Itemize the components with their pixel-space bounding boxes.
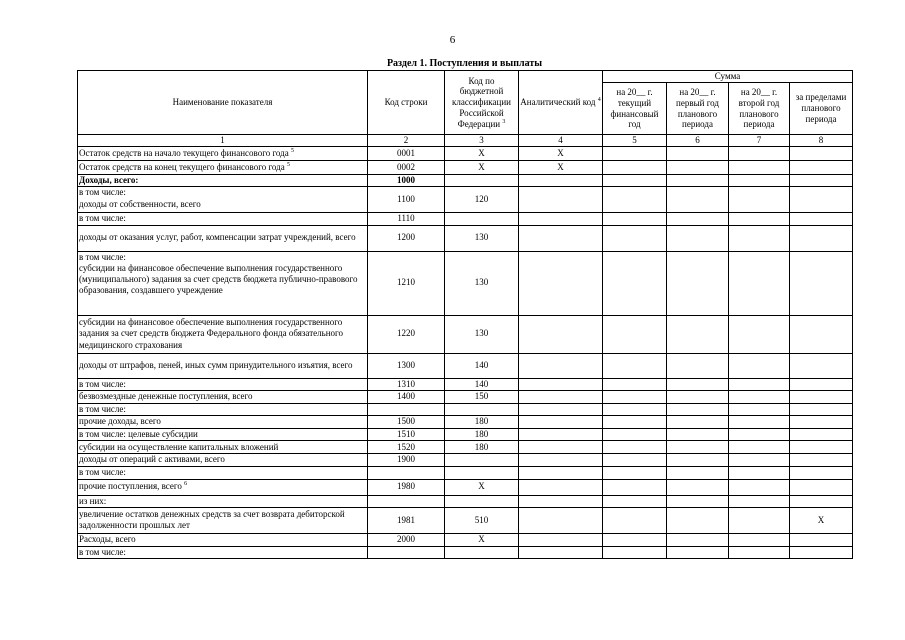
sum-beyond-cell: [790, 403, 853, 415]
analytic-code-cell: [519, 390, 603, 403]
indicator-cell: [78, 495, 368, 507]
budget-code-cell: [445, 213, 519, 225]
indicator-text: в том числе:: [79, 466, 126, 477]
table-row: [78, 416, 853, 429]
header-indicator: Наименование показателя: [78, 71, 368, 135]
analytic-code-cell: [519, 213, 603, 225]
indicator-text: увеличение остатков денежных средств за счет возврата дебиторской задолженности прошлых лет: [79, 509, 345, 531]
sum-beyond-cell: [790, 466, 853, 479]
budget-code-cell: [445, 175, 519, 187]
table-row: [78, 175, 853, 187]
column-number: 1: [78, 135, 368, 147]
analytic-code-cell: [519, 353, 603, 378]
sum-plan-1-cell: [667, 495, 729, 507]
sum-current-cell: [603, 390, 667, 403]
sum-current-cell: [603, 429, 667, 441]
sum-plan-1-cell: [667, 546, 729, 558]
indicator-text: в том числе:: [79, 378, 126, 389]
sum-plan-2-cell: [729, 251, 790, 315]
analytic-code-cell: [519, 416, 603, 429]
sum-plan-1-cell: [667, 466, 729, 479]
column-number: 8: [790, 135, 853, 147]
sum-plan-1-cell: [667, 353, 729, 378]
header-analytic-code: Аналитический код $^4$: [519, 71, 603, 135]
sum-current-cell: [603, 466, 667, 479]
indicator-text: прочие поступления, всего: [79, 481, 182, 492]
analytic-code-cell: [519, 378, 603, 390]
sum-plan-1-cell: [667, 225, 729, 251]
sum-plan-2-cell: [729, 225, 790, 251]
sum-beyond-cell: [790, 175, 853, 187]
table-row: [78, 353, 853, 378]
line-code-cell: 1520: [368, 441, 445, 454]
table-row: [78, 378, 853, 390]
indicator-text: субсидии на осуществление капитальных вложений: [79, 441, 279, 452]
budget-code-cell: [445, 466, 519, 479]
budget-code-cell: X: [445, 479, 519, 495]
sum-plan-2-cell: [729, 495, 790, 507]
budget-code-cell: [445, 546, 519, 558]
footnote-ref: 5: [291, 147, 294, 154]
analytic-code-cell: X: [519, 161, 603, 175]
column-number: 5: [603, 135, 667, 147]
table-row: [78, 213, 853, 225]
analytic-code-cell: [519, 533, 603, 546]
footnote-ref: 6: [184, 481, 188, 488]
column-number: 2: [368, 135, 445, 147]
indicator-cell: [78, 161, 368, 175]
line-code-cell: [368, 495, 445, 507]
sum-plan-1-cell: [667, 187, 729, 213]
sum-plan-1-cell: [667, 441, 729, 454]
indicator-cell: [78, 390, 368, 403]
table-row: [78, 147, 853, 161]
indicator-text: доходы от штрафов, пеней, иных сумм принудительного изъятия, всего: [79, 359, 353, 370]
sum-plan-1-cell: [667, 533, 729, 546]
sum-plan-1-cell: [667, 315, 729, 353]
sum-beyond-cell: [790, 353, 853, 378]
sum-current-cell: [603, 495, 667, 507]
analytic-code-cell: [519, 466, 603, 479]
sum-plan-2-cell: [729, 378, 790, 390]
sum-current-cell: [603, 416, 667, 429]
indicator-text: безвозмездные денежные поступления, всего: [79, 391, 253, 402]
sum-plan-1-cell: [667, 378, 729, 390]
sum-current-cell: [603, 251, 667, 315]
sum-current-cell: [603, 441, 667, 454]
table-row: [78, 495, 853, 507]
header-period-beyond: за пределами планового периода: [790, 83, 853, 135]
sum-beyond-cell: [790, 454, 853, 466]
sum-beyond-cell: [790, 315, 853, 353]
table-row: [78, 161, 853, 175]
budget-code-cell: [445, 495, 519, 507]
line-code-cell: 2000: [368, 533, 445, 546]
sum-plan-1-cell: [667, 507, 729, 533]
column-number-row: [78, 135, 853, 147]
budget-code-cell: 140: [445, 378, 519, 390]
indicator-cell: [78, 441, 368, 454]
header-row-1: [78, 71, 853, 83]
analytic-code-cell: [519, 441, 603, 454]
sum-beyond-cell: [790, 441, 853, 454]
line-code-cell: 0001: [368, 147, 445, 161]
line-code-cell: 1980: [368, 479, 445, 495]
sum-plan-2-cell: [729, 507, 790, 533]
sum-plan-2-cell: [729, 454, 790, 466]
sum-plan-2-cell: [729, 147, 790, 161]
indicator-cell: [78, 251, 368, 315]
sum-plan-1-cell: [667, 479, 729, 495]
analytic-code-cell: X: [519, 147, 603, 161]
table-row: [78, 466, 853, 479]
line-code-cell: [368, 466, 445, 479]
indicator-text: в том числе:: [79, 251, 126, 262]
sum-plan-1-cell: [667, 251, 729, 315]
analytic-code-cell: [519, 187, 603, 213]
indicator-text: доходы от оказания услуг, работ, компенсации затрат учреждений, всего: [79, 232, 356, 243]
budget-code-cell: X: [445, 161, 519, 175]
budget-code-cell: X: [445, 147, 519, 161]
sum-plan-2-cell: [729, 315, 790, 353]
sum-current-cell: [603, 533, 667, 546]
indicator-text: субсидии на финансовое обеспечение выполнения государственного задания за счет средств бюджета Федерального фонда обязательного медицинского страхования: [79, 317, 344, 350]
budget-code-cell: 180: [445, 441, 519, 454]
sum-plan-2-cell: [729, 441, 790, 454]
analytic-code-cell: [519, 315, 603, 353]
sum-beyond-cell: [790, 213, 853, 225]
sum-plan-1-cell: [667, 454, 729, 466]
header-period-plan-2: на 20__ г. второй год планового периода: [729, 83, 790, 135]
indicator-cell: [78, 479, 368, 495]
indicator-text: Остаток средств на начало текущего финансового года: [79, 147, 289, 158]
table-row: [78, 251, 853, 315]
line-code-cell: [368, 403, 445, 415]
sum-current-cell: [603, 187, 667, 213]
budget-code-cell: 510: [445, 507, 519, 533]
line-code-cell: 1300: [368, 353, 445, 378]
sum-beyond-cell: [790, 225, 853, 251]
section-title: Раздел 1. Поступления и выплаты: [386, 58, 543, 69]
indicator-text: в том числе:: [79, 213, 126, 224]
header-period-plan-1: на 20__ г. первый год планового периода: [667, 83, 729, 135]
sum-beyond-cell: [790, 147, 853, 161]
table-row: [78, 429, 853, 441]
indicator-cell: [78, 429, 368, 441]
column-number: 6: [667, 135, 729, 147]
budget-code-cell: 130: [445, 225, 519, 251]
header-line-code: Код строки: [368, 71, 445, 135]
budget-code-cell: X: [445, 533, 519, 546]
indicator-text: в том числе: целевые субсидии: [79, 429, 198, 439]
budget-code-cell: 130: [445, 315, 519, 353]
indicator-cell: [78, 225, 368, 251]
budget-code-cell: 180: [445, 416, 519, 429]
table-row: [78, 546, 853, 558]
sum-plan-2-cell: [729, 479, 790, 495]
indicator-text: в том числе:: [79, 403, 126, 414]
sum-plan-2-cell: [729, 403, 790, 415]
header-period-current: на 20__ г. текущий финансовый год: [603, 83, 667, 135]
sum-plan-2-cell: [729, 466, 790, 479]
budget-code-cell: 180: [445, 429, 519, 441]
sum-current-cell: [603, 546, 667, 558]
indicator-text: в том числе:: [79, 187, 126, 198]
sum-plan-1-cell: [667, 161, 729, 175]
indicator-text: Доходы, всего:: [79, 175, 139, 185]
sum-beyond-cell: [790, 546, 853, 558]
line-code-cell: 1100: [368, 187, 445, 213]
footnote-ref: 5: [287, 161, 290, 168]
line-code-cell: 1981: [368, 507, 445, 533]
sum-beyond-cell: [790, 495, 853, 507]
indicator-text: в том числе:: [79, 546, 126, 557]
indicator-text: прочие доходы, всего: [79, 416, 161, 427]
footnote-ref: 3: [502, 118, 506, 125]
analytic-code-cell: [519, 495, 603, 507]
sum-plan-1-cell: [667, 403, 729, 415]
sum-plan-2-cell: [729, 546, 790, 558]
sum-plan-1-cell: [667, 390, 729, 403]
indicator-cell: [78, 533, 368, 546]
sum-plan-1-cell: [667, 175, 729, 187]
sum-current-cell: [603, 403, 667, 415]
sum-current-cell: [603, 454, 667, 466]
table-row: [78, 479, 853, 495]
indicator-cell: [78, 507, 368, 533]
sum-current-cell: [603, 353, 667, 378]
column-number: 4: [519, 135, 603, 147]
table-row: [78, 441, 853, 454]
indicator-cell: [78, 466, 368, 479]
line-code-cell: 1900: [368, 454, 445, 466]
sum-beyond-cell: [790, 251, 853, 315]
indicator-cell: [78, 454, 368, 466]
page-number: 6: [449, 34, 456, 46]
sum-beyond-cell: [790, 390, 853, 403]
header-sum: Сумма: [603, 71, 853, 83]
sum-beyond-cell: [790, 429, 853, 441]
budget-code-cell: 140: [445, 353, 519, 378]
indicator-text: доходы от операций с активами, всего: [79, 454, 225, 465]
sum-beyond-cell: [790, 161, 853, 175]
indicator-cell: [78, 213, 368, 225]
sum-plan-2-cell: [729, 175, 790, 187]
line-code-cell: 1500: [368, 416, 445, 429]
sum-current-cell: [603, 213, 667, 225]
budget-code-cell: [445, 403, 519, 415]
sum-plan-2-cell: [729, 416, 790, 429]
indicator-text: Расходы, всего: [79, 534, 136, 545]
header-budget-code: Код по бюджетной классификации Российской Федерации $^3$: [445, 71, 519, 135]
analytic-code-cell: [519, 225, 603, 251]
sum-current-cell: [603, 378, 667, 390]
table-row: [78, 403, 853, 415]
sum-current-cell: [603, 147, 667, 161]
line-code-cell: 1200: [368, 225, 445, 251]
sum-current-cell: [603, 161, 667, 175]
budget-code-cell: [445, 454, 519, 466]
budget-code-cell: 150: [445, 390, 519, 403]
line-code-cell: 1510: [368, 429, 445, 441]
sum-plan-1-cell: [667, 147, 729, 161]
table-row: [78, 390, 853, 403]
sum-beyond-cell: [790, 533, 853, 546]
line-code-cell: 1220: [368, 315, 445, 353]
sum-beyond-cell: [790, 479, 853, 495]
sum-plan-2-cell: [729, 161, 790, 175]
sum-plan-2-cell: [729, 429, 790, 441]
budget-code-cell: 130: [445, 251, 519, 315]
sum-current-cell: [603, 175, 667, 187]
sum-current-cell: [603, 479, 667, 495]
budget-code-cell: 120: [445, 187, 519, 213]
line-code-cell: 1210: [368, 251, 445, 315]
sum-plan-2-cell: [729, 187, 790, 213]
line-code-cell: 0002: [368, 161, 445, 175]
analytic-code-cell: [519, 403, 603, 415]
indicator-cell: [78, 315, 368, 353]
analytic-code-cell: [519, 429, 603, 441]
sum-current-cell: [603, 315, 667, 353]
sum-beyond-cell: X: [790, 507, 853, 533]
indicator-cell: [78, 416, 368, 429]
analytic-code-cell: [519, 507, 603, 533]
line-code-cell: 1000: [368, 175, 445, 187]
analytic-code-cell: [519, 251, 603, 315]
indicator-text: доходы от собственности, всего: [79, 198, 201, 209]
analytic-code-cell: [519, 454, 603, 466]
table-row: [78, 225, 853, 251]
indicator-text: Остаток средств на конец текущего финансового года: [79, 161, 285, 172]
analytic-code-cell: [519, 175, 603, 187]
sum-beyond-cell: [790, 416, 853, 429]
sum-beyond-cell: [790, 187, 853, 213]
table-row: [78, 315, 853, 353]
income-expense-table: [77, 70, 853, 559]
indicator-cell: [78, 403, 368, 415]
column-number: 7: [729, 135, 790, 147]
sum-plan-2-cell: [729, 390, 790, 403]
footnote-ref: 4: [597, 97, 601, 104]
table-row: [78, 533, 853, 546]
column-number: 3: [445, 135, 519, 147]
indicator-cell: [78, 187, 368, 213]
sum-plan-1-cell: [667, 416, 729, 429]
sum-plan-2-cell: [729, 533, 790, 546]
indicator-cell: [78, 175, 368, 187]
sum-beyond-cell: [790, 378, 853, 390]
table-row: [78, 187, 853, 213]
line-code-cell: 1400: [368, 390, 445, 403]
sum-plan-2-cell: [729, 353, 790, 378]
indicator-cell: [78, 378, 368, 390]
analytic-code-cell: [519, 479, 603, 495]
sum-plan-1-cell: [667, 213, 729, 225]
indicator-text: субсидии на финансовое обеспечение выполнения государственного (муниципального) задания за счет средств бюджета публично-правового образования, создавшего учреждение: [79, 262, 358, 296]
line-code-cell: 1310: [368, 378, 445, 390]
indicator-cell: [78, 147, 368, 161]
line-code-cell: [368, 546, 445, 558]
table-body: [78, 147, 853, 559]
line-code-cell: 1110: [368, 213, 445, 225]
sum-current-cell: [603, 225, 667, 251]
indicator-cell: [78, 546, 368, 558]
indicator-cell: [78, 353, 368, 378]
analytic-code-cell: [519, 546, 603, 558]
sum-plan-2-cell: [729, 213, 790, 225]
table-row: [78, 454, 853, 466]
table-row: [78, 507, 853, 533]
sum-current-cell: [603, 507, 667, 533]
sum-plan-1-cell: [667, 429, 729, 441]
indicator-text: из них:: [79, 495, 107, 506]
